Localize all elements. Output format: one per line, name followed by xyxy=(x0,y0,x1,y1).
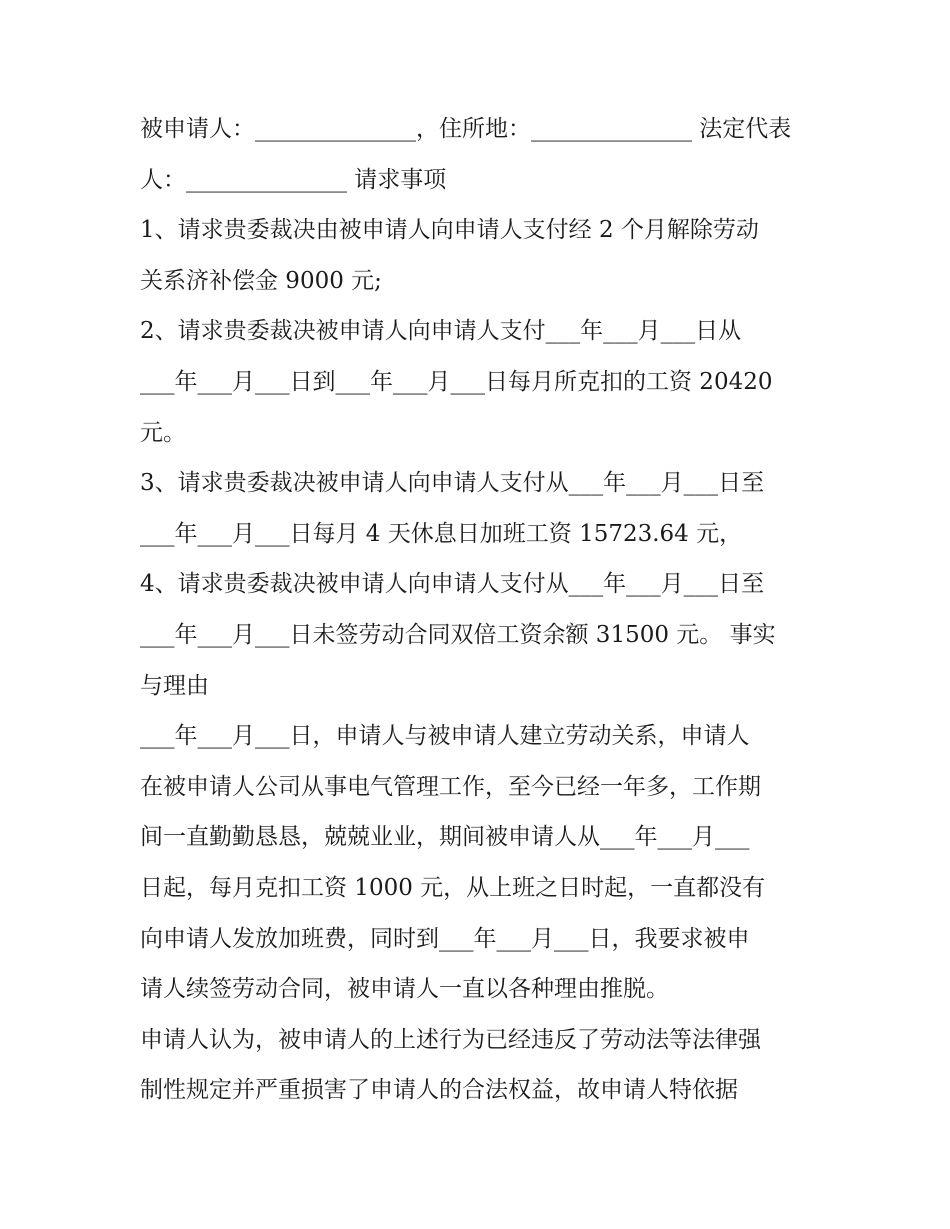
claim-2-line-2: ___年___月___日到___年___月___日每月所克扣的工资 20420 xyxy=(140,368,773,395)
representative-line: 人：______________ 请求事项 xyxy=(140,166,447,193)
claim-2-line-1: 2、请求贵委裁决被申请人向申请人支付___年___月___日从 xyxy=(140,318,742,345)
facts-line-6: 请人续签劳动合同，被申请人一直以各种理由推脱。 xyxy=(140,976,669,1003)
conclusion-line-1: 申请人认为，被申请人的上述行为已经违反了劳动法等法律强 xyxy=(140,1026,761,1053)
facts-line-2: 在被申请人公司从事电气管理工作，至今已经一年多，工作期 xyxy=(140,773,761,800)
claim-3-line-2: ___年___月___日每月 4 天休息日加班工资 15723.64 元， xyxy=(140,520,743,547)
facts-line-4: 日起，每月克扣工资 1000 元，从上班之日时起，一直都没有 xyxy=(140,874,766,901)
claim-4-line-1: 4、请求贵委裁决被申请人向申请人支付从___年___月___日至 xyxy=(140,571,765,598)
claim-1-line-1: 1、请求贵委裁决由被申请人向申请人支付经 2 个月解除劳动 xyxy=(140,217,759,244)
claim-1-line-2: 关系济补偿金 9000 元; xyxy=(140,267,382,294)
claim-3-line-1: 3、请求贵委裁决被申请人向申请人支付从___年___月___日至 xyxy=(140,470,765,497)
claim-2-line-3: 元。 xyxy=(140,419,186,446)
document-body xyxy=(140,104,820,1116)
facts-line-5: 向申请人发放加班费，同时到___年___月___日，我要求被申 xyxy=(140,925,750,952)
facts-line-1: ___年___月___日，申请人与被申请人建立劳动关系，申请人 xyxy=(140,723,750,750)
conclusion-line-2: 制性规定并严重损害了申请人的合法权益，故申请人特依据 xyxy=(140,1077,738,1104)
respondent-line: 被申请人：______________，住所地：______________ 法定代表 xyxy=(140,116,792,142)
facts-line-3: 间一直勤勤恳恳，兢兢业业，期间被申请人从___年___月___ xyxy=(140,824,750,851)
claim-4-line-2: ___年___月___日未签劳动合同双倍工资余额 31500 元。 事实 xyxy=(140,621,776,648)
facts-heading-line: 与理由 xyxy=(140,672,209,699)
